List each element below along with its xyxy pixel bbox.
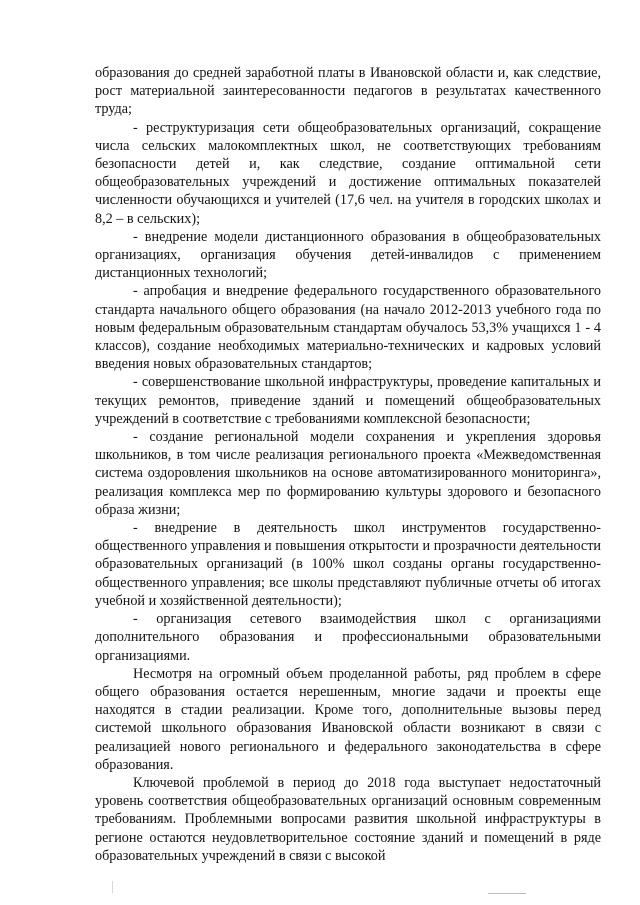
scan-artifact-tick xyxy=(112,881,113,893)
paragraph-continuation: образования до средней заработной платы в Ивановской области и, как следствие, рост материальной заинтересованности педагогов в результатах качественного труда; xyxy=(95,65,601,118)
document-page xyxy=(95,64,601,865)
paragraph-problems: Несмотря на огромный объем проделанной работы, ряд проблем в сфере общего образования остается нерешенным, многие задачи и проекты еще находятся в стадии реализации. Кроме того, дополнительные вызовы перед системой школьного образования Ивановской области возникают в связи с реализацией нового регионального и федерального законодательства в сфере образования. xyxy=(95,665,601,773)
list-item-infrastructure: - совершенствование школьной инфраструктуры, проведение капитальных и текущих ремонтов, приведение зданий и помещений общеобразовательных учреждений в соответствие с требованиями комплексной безопасности; xyxy=(95,374,601,427)
list-item-health-model: - создание региональной модели сохранения и укрепления здоровья школьников, в том числе реализация регионального проекта «Межведомственная система оздоровления школьников на основе автоматизированного мониторинга», реализация комплекса мер по формированию культуры здорового и безопасного образа жизни; xyxy=(95,429,601,518)
list-item-public-management: - внедрение в деятельность школ инструментов государственно-общественного управления и повышения открытости и прозрачности деятельности образовательных организаций (в 100% школ созданы органы государственно-общественного управления; все школы представляют публичные отчеты об итогах учебной и хозяйственной деятельности); xyxy=(95,520,601,609)
list-item-fgos-standard: - апробация и внедрение федерального государственного образовательного стандарта начального общего образования (на начало 2012-2013 учебного года по новым федеральным образовательным стандартам обучалось 53,3% учащихся 1 - 4 классов), создание необходимых материально-технических и кадровых условий введения новых образовательных стандартов; xyxy=(95,283,601,373)
paragraph-key-problem: Ключевой проблемой в период до 2018 года выступает недостаточный уровень соответствия общеобразовательных организаций основным современным требованиям. Проблемными вопросами развития школьной инфраструктуры в регионе остаются неудовлетворительное состояние зданий и помещений в ряде образовательных учреждений в связи с высокой xyxy=(95,774,601,864)
list-item-network-interaction: - организация сетевого взаимодействия школ с организациями дополнительного образования и профессиональными образовательными организациями. xyxy=(95,611,601,664)
list-item-distance-learning: - внедрение модели дистанционного образования в общеобразовательных организациях, организация обучения детей-инвалидов с применением дистанционных технологий; xyxy=(95,228,601,282)
list-item-restructuring: - реструктуризация сети общеобразовательных организаций, сокращение числа сельских малокомплектных школ, не соответствующих требованиям безопасности детей и, как следствие, создание оптимальной сети общеобразовательных учреждений и достижение оптимальных показателей численности обучающихся и учителей (17,6 чел. на учителя в городских школах и 8,2 – в сельских); xyxy=(95,119,601,227)
scan-artifact-line xyxy=(488,893,526,894)
